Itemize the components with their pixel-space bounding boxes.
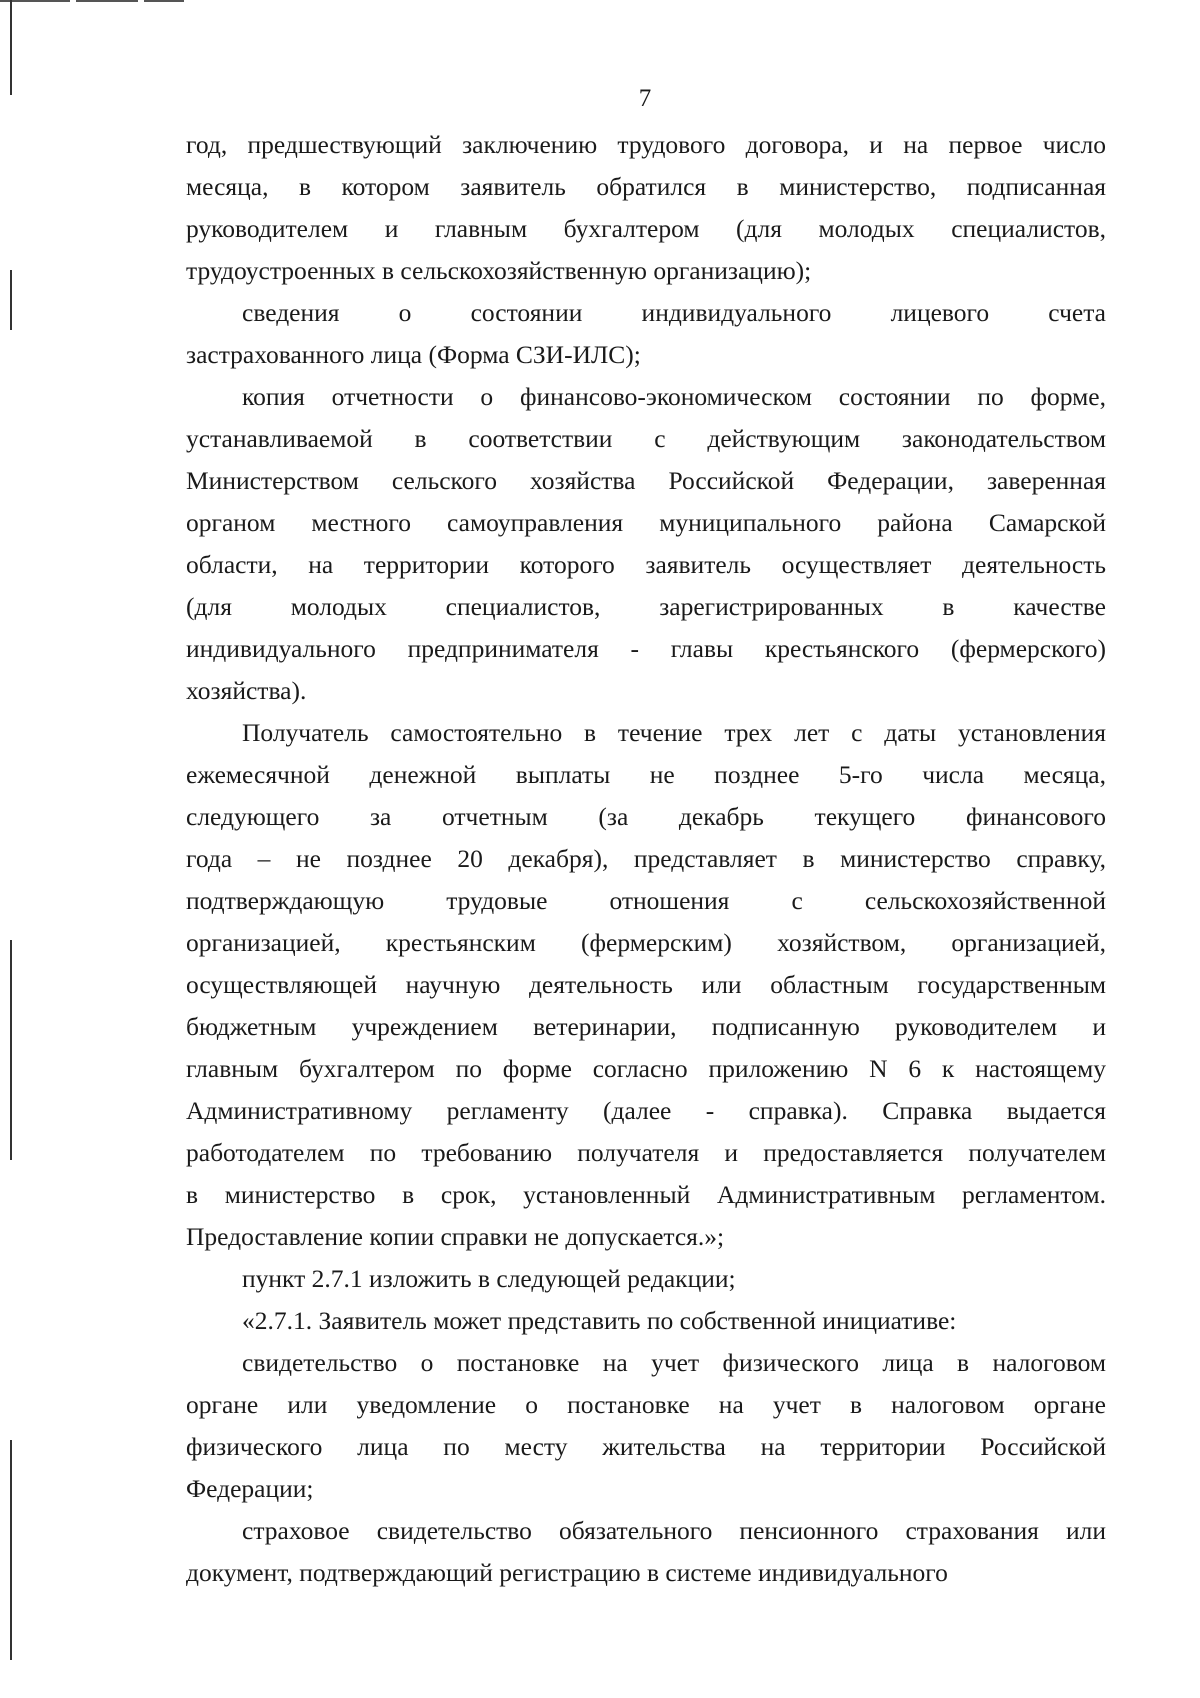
text-line: работодателем по требованию получателя и предоставляется получателем [186,1138,1106,1167]
text-line: (для молодых специалистов, зарегистрированных в качестве [186,592,1106,621]
text-line: трудоустроенных в сельскохозяйственную организацию); [186,256,812,285]
text-line: Административному регламенту (далее - справка). Справка выдается [186,1096,1106,1125]
paragraph-continuation-certificate [186,124,1106,292]
text-line: хозяйства). [186,676,307,705]
scan-artifact-top-rule-3 [144,0,184,2]
text-line: индивидуального предпринимателя - главы крестьянского (фермерского) [186,634,1106,663]
text-line: руководителем и главным бухгалтером (для молодых специалистов, [186,214,1106,243]
scan-artifact-left-edge-3 [10,940,12,1160]
text-line: органом местного самоуправления муниципального района Самарской [186,508,1106,537]
page-number: 7 [638,85,652,112]
paragraph-tax-registration [186,1342,1106,1510]
text-line: документ, подтверждающий регистрацию в системе индивидуального [186,1558,948,1587]
text-line: свидетельство о постановке на учет физического лица в налоговом [242,1348,1106,1377]
text-line: физического лица по месту жительства на территории Российской [186,1432,1106,1461]
text-line: месяца, в котором заявитель обратился в министерство, подписанная [186,172,1106,201]
paragraph-recipient-obligations [186,712,1106,1258]
text-line: устанавливаемой в соответствии с действующим законодательством [186,424,1106,453]
text-line: бюджетным учреждением ветеринарии, подписанную руководителем и [186,1012,1106,1041]
text-line: области, на территории которого заявитель осуществляет деятельность [186,550,1106,579]
text-line: Министерством сельского хозяйства Российской Федерации, заверенная [186,466,1106,495]
text-line: Получатель самостоятельно в течение трех лет с даты установления [242,718,1106,747]
text-line: год, предшествующий заключению трудового договора, и на первое число [186,130,1106,159]
paragraph-clause-2-7-1 [186,1300,1106,1342]
text-line: подтверждающую трудовые отношения с сельскохозяйственной [186,886,1106,915]
text-line: осуществляющей научную деятельность или областным государственным [186,970,1106,999]
text-line: ежемесячной денежной выплаты не позднее 5-го числа месяца, [186,760,1106,789]
paragraph-pension-insurance [186,1510,1106,1594]
scan-artifact-top-rule-2 [76,0,138,2]
text-line: следующего за отчетным (за декабрь текущего финансового [186,802,1106,831]
text-line: «2.7.1. Заявитель может представить по собственной инициативе: [242,1306,957,1335]
text-line: организацией, крестьянским (фермерским) хозяйством, организацией, [186,928,1106,957]
text-line: застрахованного лица (Форма СЗИ-ИЛС); [186,340,641,369]
text-line: копия отчетности о финансово-экономическом состоянии по форме, [242,382,1106,411]
paragraph-financial-report-copy [186,376,1106,712]
text-line: пункт 2.7.1 изложить в следующей редакции; [242,1264,736,1293]
text-line: главным бухгалтером по форме согласно приложению N 6 к настоящему [186,1054,1106,1083]
document-body [186,124,1106,1594]
paragraph-amend-clause [186,1258,1106,1300]
text-line: Федерации; [186,1474,314,1503]
paragraph-individual-account-info [186,292,1106,376]
text-line: Предоставление копии справки не допускается.»; [186,1222,725,1251]
text-line: страховое свидетельство обязательного пенсионного страхования или [242,1516,1106,1545]
text-line: года – не позднее 20 декабря), представляет в министерство справку, [186,844,1106,873]
text-line: в министерство в срок, установленный Административным регламентом. [186,1180,1106,1209]
text-line: органе или уведомление о постановке на учет в налоговом органе [186,1390,1106,1419]
text-line: сведения о состоянии индивидуального лицевого счета [242,298,1106,327]
scan-artifact-left-edge-2 [10,270,12,330]
scan-artifact-left-edge-4 [10,1440,12,1660]
scan-artifact-left-edge-1 [10,0,12,95]
